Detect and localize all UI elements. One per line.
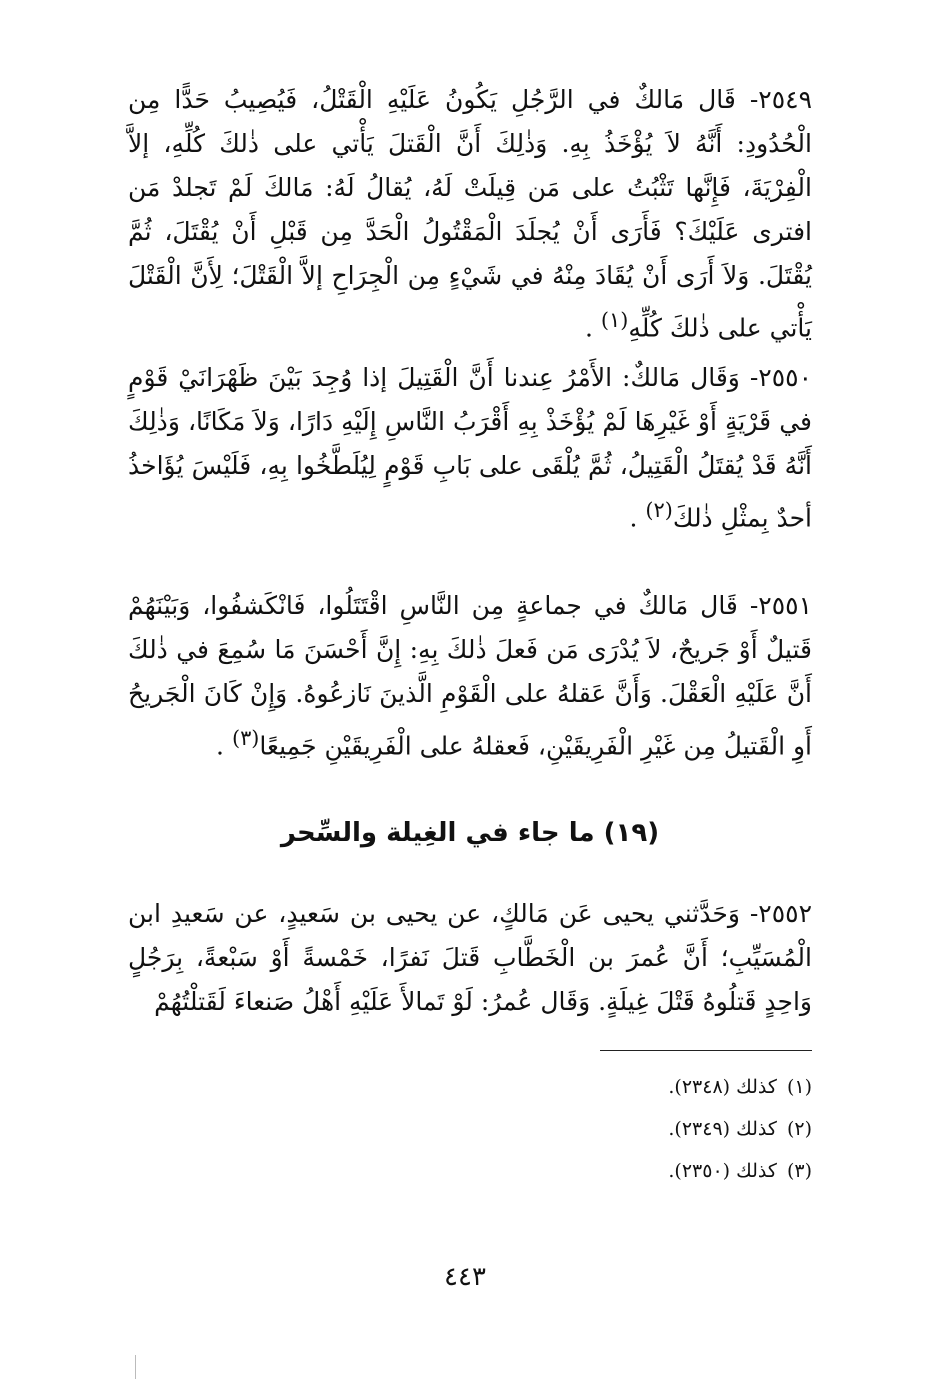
footnote-reference[interactable]: (١) (600, 308, 629, 332)
footnote-text: كذلك (٢٣٥٠). (668, 1160, 777, 1182)
paragraph-number: ٢٥٤٩- (749, 85, 812, 114)
paragraph-number: ٢٥٥٠- (749, 363, 812, 392)
scan-margin-mark (135, 1355, 136, 1379)
page-number: ٤٤٣ (444, 1262, 486, 1292)
paragraph-text: قَال مَالكٌ في جماعةٍ مِن النَّاسِ اقْتَتَلُوا، فَانْكَشفُوا، وَبَيْنَهُمْ قَتيلٌ أَوْ جَريحٌ، لاَ يُدْرَى مَن فَعلَ ذٰلكَ بِهِ: إِنَّ أَحْسَنَ مَا سُمِعَ في ذٰلكَ أَنَّ عَلَيْهِ الْعَقْلَ. وَأَنَّ عَقلهُ على الْقَوْمِ الَّذينَ نَازعُوهُ. وَإِنْ كَانَ الْجَريحُ أَوِ الْقَتيلُ مِن غَيْرِ الْفَرِيقَيْنِ، فَعقلهُ على الْفَرِيقَيْنِ جَمِيعًا (128, 591, 812, 761)
footnote-text: كذلك (٢٣٤٨). (668, 1076, 777, 1098)
footnote-item (412, 1150, 812, 1192)
paragraph-2552 (128, 892, 812, 1024)
footnote-item (412, 1066, 812, 1108)
paragraph-2550: ٢٥٥٠- وَقَال مَالكٌ: الأَمْرُ عِندنا أَنَّ الْقَتِيلَ إذا وُجِدَ بَيْنَ ظَهْرَانَيْ قَوْمٍ في قَرْيَةٍ أَوْ غَيْرِهَا لَمْ يُؤْخَذْ بِهِ أَقْرَبُ النَّاسِ إِلَيْهِ دَارًا، وَلاَ مَكَانًا، وَذٰلِكَ أَنَّهُ قَدْ يُقتَلُ الْقَتِيلُ، ثُمَّ يُلْقَى على بَابِ قَوْمٍ لِيُلَطَّخُوا بِهِ، فَلَيْسَ يُؤَاخذُ أحدٌ بِمثْلِ ذٰلكَ$^{(٢)}$ . (128, 363, 812, 533)
paragraph-2549: ٢٥٤٩- قَال مَالكٌ في الرَّجُلِ يَكُونُ عَلَيْهِ الْقَتْلُ، فَيُصِيبُ حَدًّا مِن الْحُدُودِ: أَنَّهُ لاَ يُؤْخَذُ بِهِ. وَذٰلِكَ أَنَّ الْقَتلَ يَأْتي على ذٰلكَ كُلِّهِ، إلاَّ الْفِرْيَةَ، فَإِنَّها تَثْبُتُ على مَن قِيلَتْ لَهُ، يُقالُ لَهُ: مَالكَ لَمْ تَجلدْ مَن افترى عَلَيْكَ؟ فَأَرَى أَنْ يُجلَدَ الْمَقْتُولُ الْحَدَّ مِن قَبْلِ أَنْ يُقْتَلَ، ثُمَّ يُقْتَلَ. وَلاَ أَرَى أَنْ يُقَادَ مِنْهُ في شَيْءٍ مِن الْجِرَاحِ إلاَّ الْقَتْلَ؛ لِأَنَّ الْقَتْلَ يَأْتي على ذٰلكَ كُلِّهِ$^{(١)}$ . (128, 85, 812, 343)
paragraph-number: ٢٥٥٢- (749, 899, 812, 928)
footnote-reference[interactable]: (٣) (231, 726, 260, 750)
footnote-divider (600, 1050, 812, 1051)
paragraph-number: ٢٥٥١- (749, 591, 812, 620)
footnote-item (412, 1108, 812, 1150)
paragraph-text: وَقَال مَالكٌ: الأَمْرُ عِندنا أَنَّ الْقَتِيلَ إذا وُجِدَ بَيْنَ ظَهْرَانَيْ قَوْمٍ في قَرْيَةٍ أَوْ غَيْرِهَا لَمْ يُؤْخَذْ بِهِ أَقْرَبُ النَّاسِ إِلَيْهِ دَارًا، وَلاَ مَكَانًا، وَذٰلِكَ أَنَّهُ قَدْ يُقتَلُ الْقَتِيلُ، ثُمَّ يُلْقَى على بَابِ قَوْمٍ لِيُلَطَّخُوا بِهِ، فَلَيْسَ يُؤَاخذُ أحدٌ بِمثْلِ ذٰلكَ (128, 363, 812, 533)
footnote-reference[interactable]: (٢) (645, 498, 673, 522)
paragraph-text: وَحَدَّثني يحيى عَن مَالكٍ، عن يحيى بن سَعيدٍ، عن سَعيدِ ابن الْمُسَيِّبِ؛ أَنَّ عُمرَ بن الْخَطَّابِ قَتلَ نَفرًا، خَمْسةً أَوْ سَبْعةً، بِرَجُلٍ وَاحِدٍ قَتلُوهُ قَتْلَ غِيلَةٍ. وَقَال عُمرُ: لَوْ تَمالأَ عَلَيْهِ أَهْلُ صَنعاءَ لَقَتلْتُهُمْ (128, 899, 812, 1016)
footnote-number: (٣) (786, 1160, 812, 1182)
footnotes-list (412, 1066, 812, 1192)
section-heading: (١٩) ما جاء في الغِيلة والسِّحر (280, 818, 660, 848)
paragraph-text: قَال مَالكٌ في الرَّجُلِ يَكُونُ عَلَيْهِ الْقَتْلُ، فَيُصِيبُ حَدًّا مِن الْحُدُودِ: أَنَّهُ لاَ يُؤْخَذُ بِهِ. وَذٰلِكَ أَنَّ الْقَتلَ يَأْتي على ذٰلكَ كُلِّهِ، إلاَّ الْفِرْيَةَ، فَإِنَّها تَثْبُتُ على مَن قِيلَتْ لَهُ، يُقالُ لَهُ: مَالكَ لَمْ تَجلدْ مَن افترى عَلَيْكَ؟ فَأَرَى أَنْ يُجلَدَ الْمَقْتُولُ الْحَدَّ مِن قَبْلِ أَنْ يُقْتَلَ، ثُمَّ يُقْتَلَ. وَلاَ أَرَى أَنْ يُقَادَ مِنْهُ في شَيْءٍ مِن الْجِرَاحِ إلاَّ الْقَتْلَ؛ لِأَنَّ الْقَتْلَ يَأْتي على ذٰلكَ كُلِّهِ (128, 85, 812, 343)
footnote-number: (٢) (786, 1118, 812, 1140)
footnote-number: (١) (786, 1076, 812, 1098)
paragraph-2551: ٢٥٥١- قَال مَالكٌ في جماعةٍ مِن النَّاسِ اقْتَتَلُوا، فَانْكَشفُوا، وَبَيْنَهُمْ قَتيلٌ أَوْ جَريحٌ، لاَ يُدْرَى مَن فَعلَ ذٰلكَ بِهِ: إِنَّ أَحْسَنَ مَا سُمِعَ في ذٰلكَ أَنَّ عَلَيْهِ الْعَقْلَ. وَأَنَّ عَقلهُ على الْقَوْمِ الَّذينَ نَازعُوهُ. وَإِنْ كَانَ الْجَريحُ أَوِ الْقَتيلُ مِن غَيْرِ الْفَرِيقَيْنِ، فَعقلهُ على الْفَرِيقَيْنِ جَمِيعًا$^{(٣)}$ . (128, 591, 812, 761)
footnote-text: كذلك (٢٣٤٩). (668, 1118, 777, 1140)
